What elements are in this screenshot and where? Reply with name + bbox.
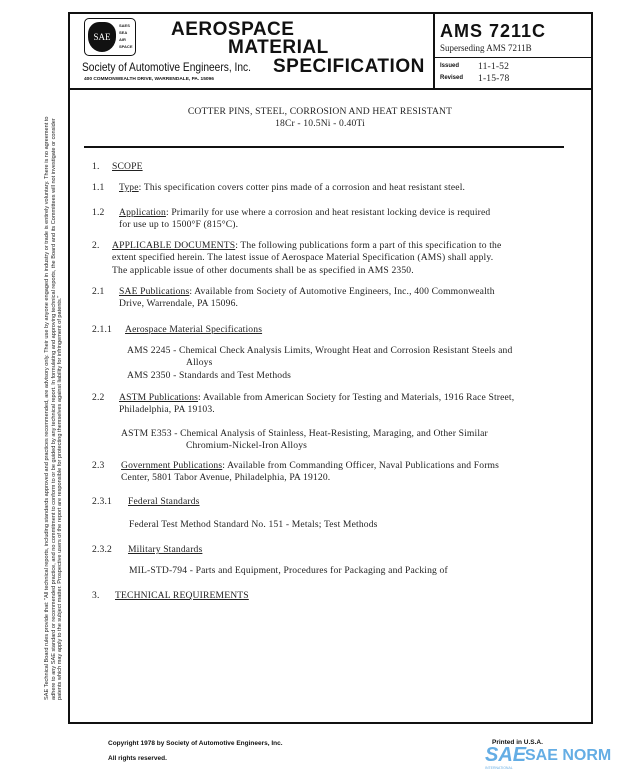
issued-date: 11-1-52 <box>478 61 510 72</box>
frame-bottom <box>68 722 592 724</box>
watermark-logo <box>485 744 612 772</box>
section-heading: Aerospace Material Specifications <box>125 324 263 335</box>
logo-side-text: AIR <box>119 37 126 42</box>
revised-label: Revised <box>440 75 464 81</box>
title-material: MATERIAL <box>228 37 329 58</box>
sae-logo <box>84 18 136 56</box>
printed-in: Printed in U.S.A. <box>492 739 543 746</box>
section-number: 2.1 <box>92 286 105 297</box>
sae-logo-mark: SAE <box>88 22 116 52</box>
section-heading: Application <box>119 207 166 218</box>
section-heading: TECHNICAL REQUIREMENTS <box>115 590 249 601</box>
section-heading: SAE Publications <box>119 286 190 297</box>
section-text: : Available from Society of Automotive Engineers, Inc., 400 Commonwealth <box>189 286 495 297</box>
section-heading: Federal Standards <box>128 496 200 507</box>
logo-side-text: SAES <box>119 23 130 28</box>
section-text: The applicable issue of other documents shall be as specified in AMS 2350. <box>112 265 414 276</box>
logo-side-text: SPACE <box>119 44 133 49</box>
header-bottom-rule <box>68 88 592 90</box>
watermark-sae: SAE <box>485 744 527 766</box>
title-aerospace: AEROSPACE <box>171 19 295 40</box>
section-number: 1.2 <box>92 207 105 218</box>
section-heading: Type <box>119 182 139 193</box>
reference-item: Chromium-Nickel-Iron Alloys <box>186 440 308 451</box>
doc-subtitle: 18Cr - 10.5Ni - 0.40Ti <box>275 118 365 129</box>
org-name: Society of Automotive Engineers, Inc. <box>82 60 251 74</box>
watermark-text: SAE NORM <box>525 747 612 764</box>
section-heading: ASTM Publications <box>119 392 199 403</box>
section-text: : Available from American Society for Testing and Materials, 1916 Race Street, <box>198 392 515 403</box>
section-heading: SCOPE <box>112 161 143 172</box>
section-text: extent specified herein. The latest issue of Aerospace Material Specification (AMS) shall apply. <box>112 252 494 263</box>
section-text: Philadelphia, PA 19103. <box>119 404 215 415</box>
revised-date: 1-15-78 <box>478 73 510 84</box>
header-divider <box>433 12 435 89</box>
reference-item: ASTM E353 - Chemical Analysis of Stainless, Heat-Resisting, Maraging, and Other Similar <box>121 428 488 439</box>
section-text: Drive, Warrendale, PA 15096. <box>119 298 239 309</box>
issued-label: Issued <box>440 63 460 69</box>
section-heading: Military Standards <box>128 544 203 555</box>
superseding: Superseding AMS 7211B <box>440 43 532 53</box>
section-text: : Available from Commanding Officer, Naval Publications and Forms <box>222 460 500 471</box>
rights: All rights reserved. <box>108 755 167 762</box>
section-heading: Government Publications <box>121 460 223 471</box>
section-text: : Primarily for use where a corrosion and heat resistant locking device is required <box>165 207 491 218</box>
section-number: 2.3 <box>92 460 105 471</box>
section-text: : The following publications form a part of this specification to the <box>235 240 502 251</box>
section-number: 3. <box>92 590 100 601</box>
logo-side-text: SEA <box>119 30 128 35</box>
reference-item: AMS 2350 - Standards and Test Methods <box>127 370 292 381</box>
reference-item: Federal Test Method Standard No. 151 - Metals; Test Methods <box>129 519 378 530</box>
section-number: 2.3.1 <box>92 496 112 507</box>
section-number: 2.2 <box>92 392 105 403</box>
section-text: for use up to 1500°F (815°C). <box>119 219 239 230</box>
reference-item: Alloys <box>186 357 213 368</box>
section-number: 1. <box>92 161 100 172</box>
reference-item: MIL-STD-794 - Parts and Equipment, Procedures for Packaging and Packing of <box>129 565 448 576</box>
doc-title: COTTER PINS, STEEL, CORROSION AND HEAT RESISTANT <box>187 106 453 117</box>
sae-disclaimer: SAE Technical Board rules provide that: "All technical reports, including standards approved and practices recommended, are advisory only. Their use by anyone engaged in industry or trade is entirely voluntary. There is no agreement to adhere to any SAE standard or recommended practice, and no commitment to conform to or be guided by any technical report. In formulating and approving technical reports, the Board and its Committees will not investigate or consider patents which may apply to the subject matter. Prospective users of the report are responsible for protecting themselves against liability for infringement of patents." <box>44 116 64 700</box>
reference-item: AMS 2245 - Chemical Check Analysis Limits, Wrought Heat and Corrosion Resistant Steels and <box>127 345 513 356</box>
title-rule <box>84 146 564 148</box>
section-text: : This specification covers cotter pins made of a corrosion and heat resistant steel. <box>138 182 466 193</box>
section-number: 2. <box>92 240 100 251</box>
section-number: 2.3.2 <box>92 544 112 555</box>
title-specification: SPECIFICATION <box>273 56 425 77</box>
frame-top <box>68 12 592 14</box>
watermark-sub: INTERNATIONAL <box>485 766 513 770</box>
section-number: 2.1.1 <box>92 324 112 335</box>
number-box-divider <box>433 57 592 58</box>
section-number: 1.1 <box>92 182 105 193</box>
doc-number: AMS 7211C <box>440 21 547 41</box>
copyright: Copyright 1978 by Society of Automotive Engineers, Inc. <box>108 740 283 747</box>
section-heading: APPLICABLE DOCUMENTS <box>112 240 236 251</box>
org-address: 400 COMMONWEALTH DRIVE, WARRENDALE, PA. 15096 <box>84 77 214 82</box>
section-text: Center, 5801 Tabor Avenue, Philadelphia, PA 19120. <box>121 472 331 483</box>
